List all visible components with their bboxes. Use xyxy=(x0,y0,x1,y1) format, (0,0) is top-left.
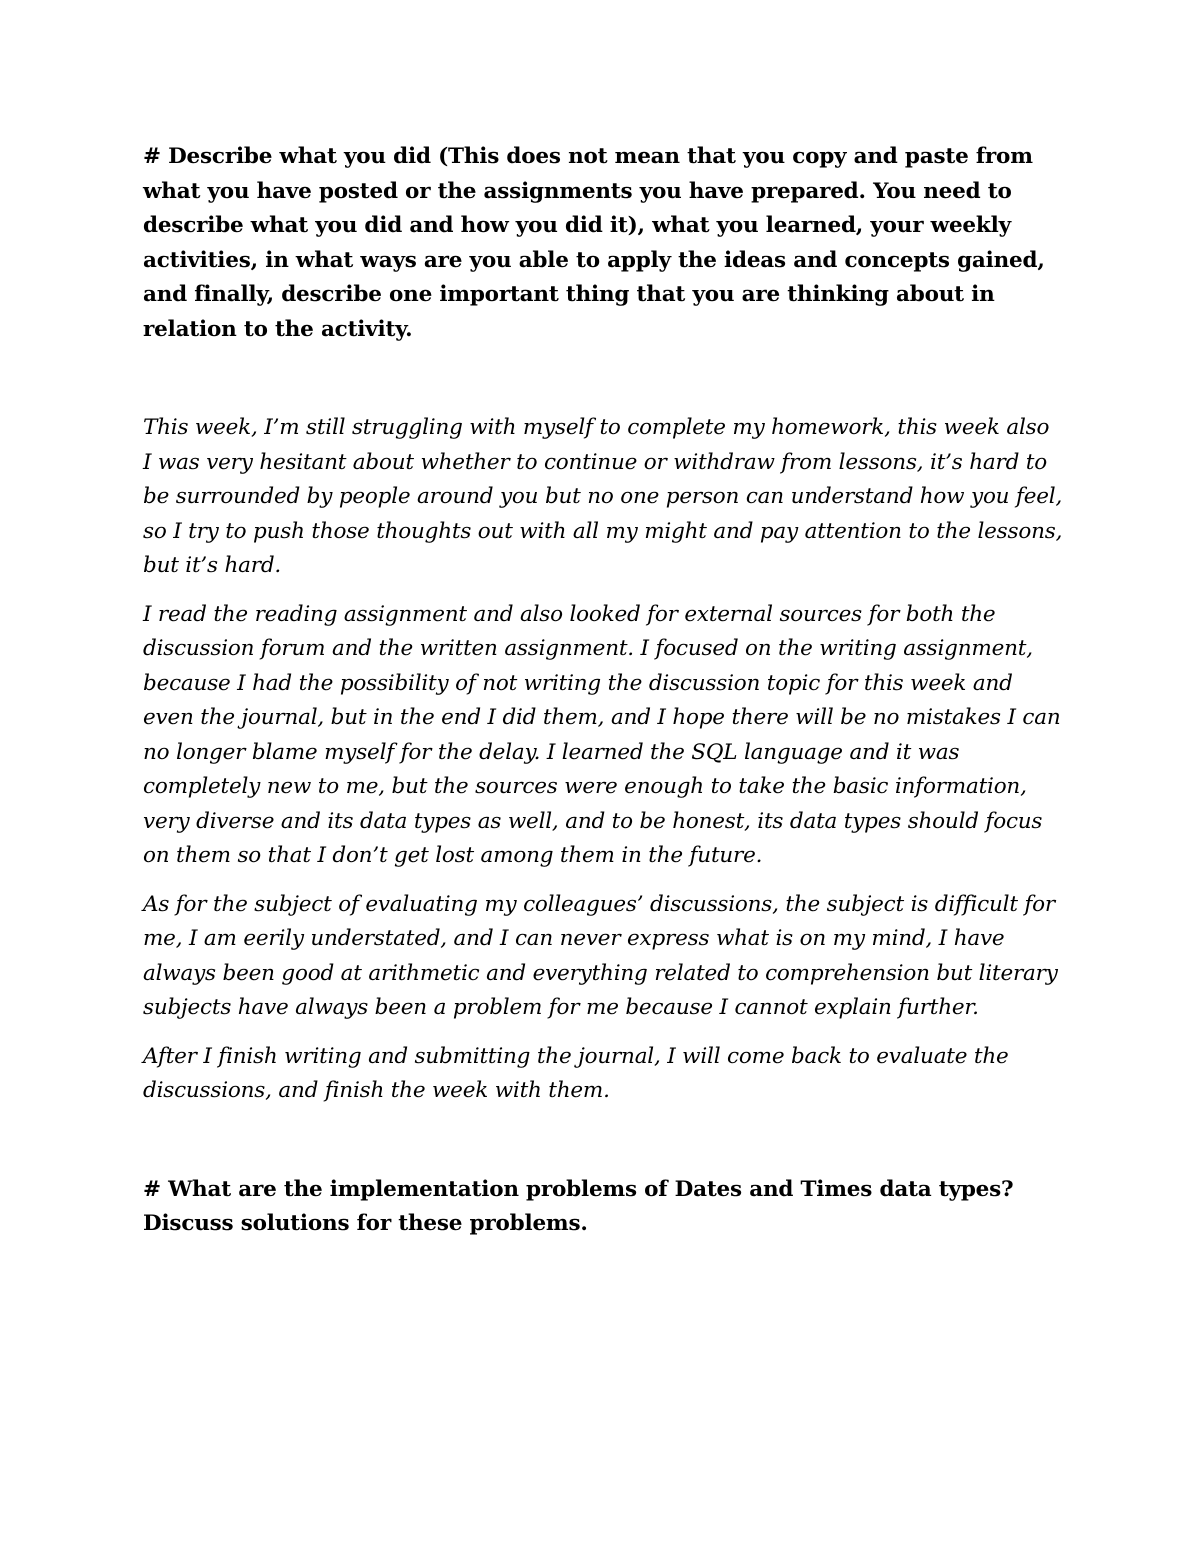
question-heading-1: # Describe what you did (This does not mean that you copy and paste from what you have posted or the assignments you have prepared. You need to describe what you did and how you did it), what you learned, your weekly activities, in what ways are you able to apply the ideas and concepts gained, and finally, describe one important thing that you are thinking about in relation to the activity. xyxy=(143,144,1045,342)
question-heading-2: # What are the implementation problems of Dates and Times data types? Discuss solutions for these problems. xyxy=(143,1176,1014,1236)
answer-paragraph-2: I read the reading assignment and also looked for external sources for both the discussion forum and the written assignment. I focused on the writing assignment, because I had the possibility of not writing the discussion topic for this week and even the journal, but in the end I did them, and I hope there will be no mistakes I can no longer blame myself for the delay. I learned the SQL language and it was completely new to me, but the sources were enough to take the basic information, very diverse and its data types as well, and to be honest, its data types should focus on them so that I don’t get lost among them in the future. xyxy=(143,601,1061,868)
answer-paragraph-4: After I finish writing and submitting the journal, I will come back to evaluate the discussions, and finish the week with them. xyxy=(143,1043,1009,1103)
document-page xyxy=(143,140,1063,1242)
answer-paragraph-3: As for the subject of evaluating my colleagues’ discussions, the subject is difficult for me, I am eerily understated, and I can never express what is on my mind, I have always been good at arithmetic and everything related to comprehension but literary subjects have always been a problem for me because I cannot explain further. xyxy=(143,891,1058,1020)
answer-paragraph-1: This week, I’m still struggling with myself to complete my homework, this week also I was very hesitant about whether to continue or withdraw from lessons, it’s hard to be surrounded by people around you but no one person can understand how you feel, so I try to push those thoughts out with all my might and pay attention to the lessons, but it’s hard. xyxy=(143,415,1063,578)
